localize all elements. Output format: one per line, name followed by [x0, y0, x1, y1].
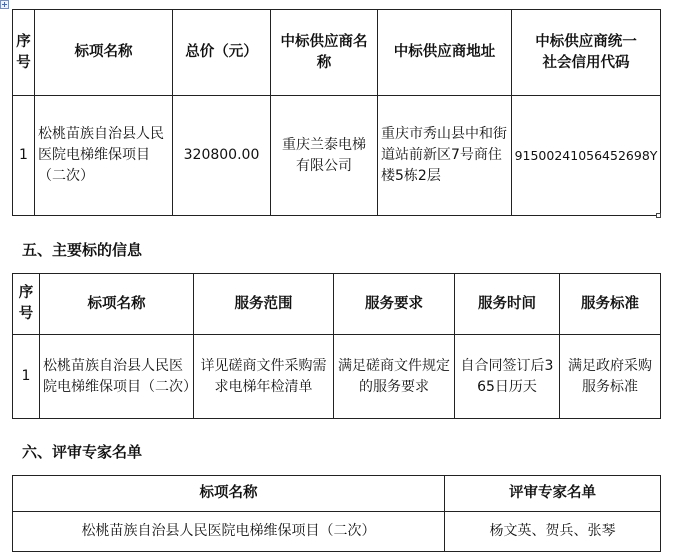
row-item-name: 松桃苗族自治县人民医院电梯维保项目（二次） [40, 335, 194, 419]
header-service-scope: 服务范围 [194, 274, 334, 335]
expert-list-table [12, 475, 661, 552]
header-index: 序号 [13, 10, 35, 96]
section-heading-expert-list: 六、评审专家名单 [22, 443, 143, 461]
row-supplier-name: 重庆兰泰电梯有限公司 [271, 96, 378, 216]
header-item-name: 标项名称 [40, 274, 194, 335]
row-service-time: 自合同签订后365日历天 [455, 335, 560, 419]
table-header-row [13, 10, 661, 96]
table-row [13, 335, 661, 419]
header-item-name: 标项名称 [35, 10, 173, 96]
table-move-handle-icon[interactable] [0, 0, 9, 9]
header-total-price: 总价（元） [173, 10, 271, 96]
row-service-standard: 满足政府采购服务标准 [560, 335, 661, 419]
header-service-standard: 服务标准 [560, 274, 661, 335]
table-row [13, 96, 661, 216]
header-item-name: 标项名称 [13, 476, 445, 512]
row-item-name: 松桃苗族自治县人民医院电梯维保项目（二次） [35, 96, 173, 216]
table-header-row [13, 274, 661, 335]
table-resize-handle-icon[interactable] [656, 213, 661, 218]
header-credit-code: 中标供应商统一社会信用代码 [512, 10, 661, 96]
header-service-time: 服务时间 [455, 274, 560, 335]
header-supplier-name: 中标供应商名称 [271, 10, 378, 96]
table-header-row [13, 476, 661, 512]
table-row [13, 512, 661, 552]
header-index: 序号 [13, 274, 40, 335]
section-heading-main-subject: 五、主要标的信息 [22, 241, 143, 259]
row-service-requirement: 满足磋商文件规定的服务要求 [334, 335, 455, 419]
header-expert-list: 评审专家名单 [445, 476, 661, 512]
main-subject-table [12, 273, 661, 419]
row-credit-code: 91500241056452698Y [512, 96, 661, 216]
row-experts: 杨文英、贺兵、张琴 [445, 512, 661, 552]
row-supplier-address: 重庆市秀山县中和街道站前新区7号商住楼5栋2层 [378, 96, 512, 216]
row-item-name: 松桃苗族自治县人民医院电梯维保项目（二次） [13, 512, 445, 552]
award-result-table [12, 9, 661, 216]
row-index: 1 [13, 96, 35, 216]
row-total-price: 320800.00 [173, 96, 271, 216]
header-supplier-address: 中标供应商地址 [378, 10, 512, 96]
row-index: 1 [13, 335, 40, 419]
header-service-requirement: 服务要求 [334, 274, 455, 335]
row-service-scope: 详见磋商文件采购需求电梯年检清单 [194, 335, 334, 419]
